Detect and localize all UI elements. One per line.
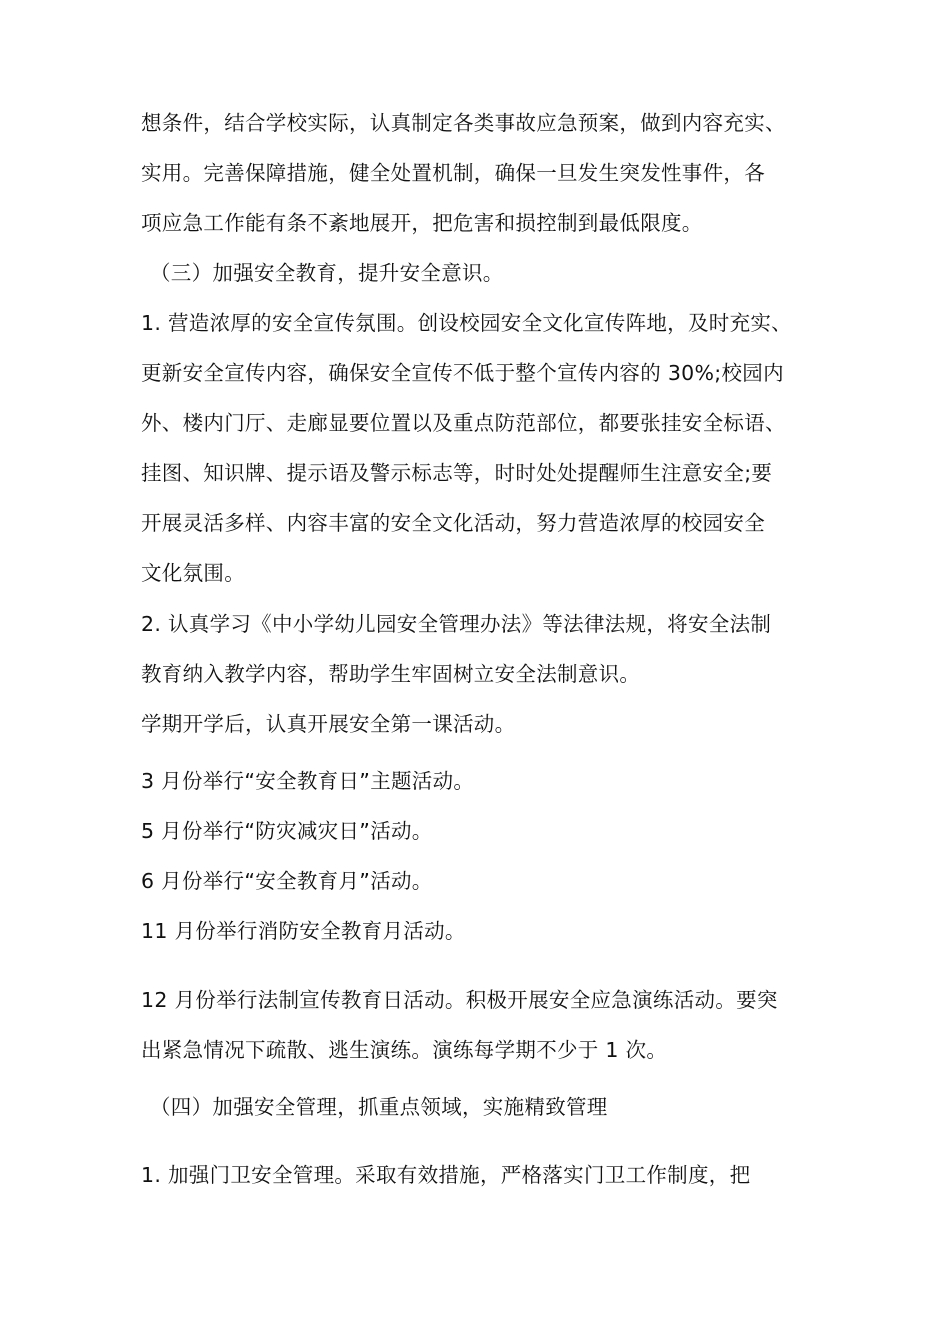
event-line: 5 月份举行“防灾减灾日”活动。 xyxy=(141,819,433,843)
body-line: 教育纳入教学内容，帮助学生牢固树立安全法制意识。 xyxy=(141,662,641,686)
event-line: 6 月份举行“安全教育月”活动。 xyxy=(141,869,433,893)
body-line: 外、楼内门厅、走廊显要位置以及重点防范部位，都要张挂安全标语、 xyxy=(141,411,786,435)
event-line: 3 月份举行“安全教育日”主题活动。 xyxy=(141,769,475,793)
body-line: 1. 加强门卫安全管理。采取有效措施，严格落实门卫工作制度，把 xyxy=(141,1163,751,1187)
event-line: 11 月份举行消防安全教育月活动。 xyxy=(141,919,466,943)
body-line: 项应急工作能有条不紊地展开，把危害和损控制到最低限度。 xyxy=(141,211,703,235)
body-line: 更新安全宣传内容，确保安全宣传不低于整个宣传内容的 30%;校园内 xyxy=(141,361,784,385)
body-line: 12 月份举行法制宣传教育日活动。积极开展安全应急演练活动。要突 xyxy=(141,988,778,1012)
body-line: 文化氛围。 xyxy=(141,561,245,585)
body-line: 2. 认真学习《中小学幼儿园安全管理办法》等法律法规，将安全法制 xyxy=(141,612,772,636)
section-heading: （四）加强安全管理，抓重点领域，实施精致管理 xyxy=(150,1095,608,1119)
body-line: 出紧急情况下疏散、逃生演练。演练每学期不少于 1 次。 xyxy=(141,1038,668,1062)
body-line: 1. 营造浓厚的安全宣传氛围。创设校园安全文化宣传阵地，及时充实、 xyxy=(141,311,792,335)
body-line: 学期开学后，认真开展安全第一课活动。 xyxy=(141,712,516,736)
body-line: 挂图、知识牌、提示语及警示标志等，时时处处提醒师生注意安全;要 xyxy=(141,461,773,485)
body-line: 开展灵活多样、内容丰富的安全文化活动，努力营造浓厚的校园安全 xyxy=(141,511,765,535)
body-line: 想条件，结合学校实际，认真制定各类事故应急预案，做到内容充实、 xyxy=(141,111,786,135)
body-line: 实用。完善保障措施，健全处置机制，确保一旦发生突发性事件，各 xyxy=(141,161,765,185)
section-heading: （三）加强安全教育，提升安全意识。 xyxy=(150,261,504,285)
